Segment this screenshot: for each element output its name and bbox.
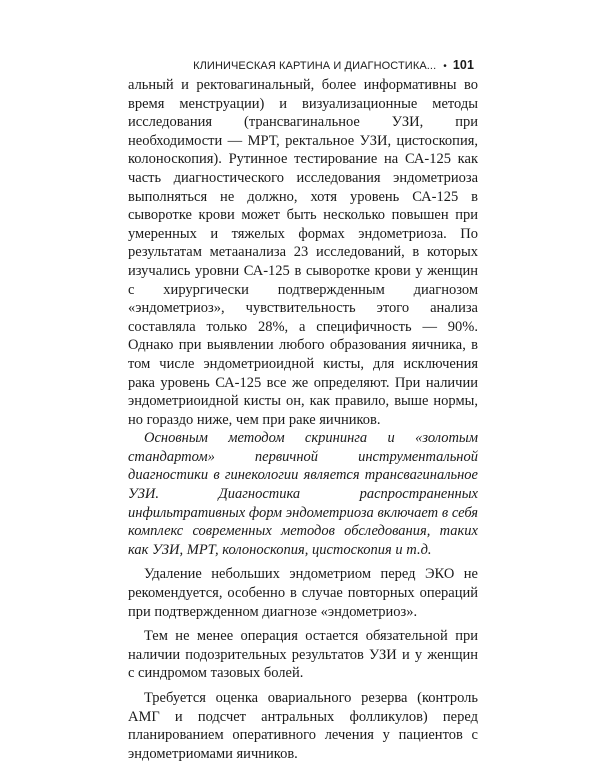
page-number: 101 (452, 58, 474, 72)
paragraph-ovarian-reserve: Требуется оценка овариального резерва (контроль АМГ и подсчет антральных фолликулов) перед планированием оперативного лечения у пациентов с эндометриомами яичников. (128, 690, 478, 762)
page-body (128, 76, 478, 763)
bullet-separator: • (443, 61, 447, 72)
paragraph-screening-italic: Основным методом скрининга и «золотым стандартом» первичной инструментальной диагностики в гинекологии является трансвагинальное УЗИ. Диагностика распространенных инфильтративных форм эндометриоза включает в себя комплекс современных методов обследования, таких как УЗИ, МРТ, колоноскопия, цистоскопия и т.д. (128, 430, 478, 558)
running-header (118, 58, 474, 72)
paragraph-diagnostics: альный и ректовагинальный, более информативны во время менструации) и визуализационные методы исследования (трансвагинальное УЗИ, при необходимости — МРТ, ректальное УЗИ, цистоскопия, колоноскопия). Рутинное тестирование на СА-125 как часть диагностического исследования эндометриоза выполняться не должно, хотя уровень СА-125 в сыворотке крови может быть несколько повышен при умеренных и тяжелых формах эндометриоза. По результатам метаанализа 23 исследований, в которых изучались уровни СА-125 в сыворотке крови у женщин с хирургически подтвержденным диагнозом «эндометриоз», чувствительность этого анализа составляла только 28%, а специфичность — 90%. Однако при выявлении любого образования яичника, в том числе эндометриоидной кисты, для исключения рака уровень СА-125 все же определяют. При наличии эндометриоидной кисты он, как правило, выше нормы, но гораздо ниже, чем при раке яичников. (128, 77, 478, 428)
paragraph-eco: Удаление небольших эндометриом перед ЭКО не рекомендуется, особенно в случае повторных операций при подтвержденном диагнозе «эндометриоз». (128, 566, 478, 620)
paragraph-operation: Тем не менее операция остается обязательной при наличии подозрительных результатов УЗИ и у женщин с синдромом тазовых болей. (128, 628, 478, 682)
running-title: КЛИНИЧЕСКАЯ КАРТИНА И ДИАГНОСТИКА... (193, 60, 437, 72)
